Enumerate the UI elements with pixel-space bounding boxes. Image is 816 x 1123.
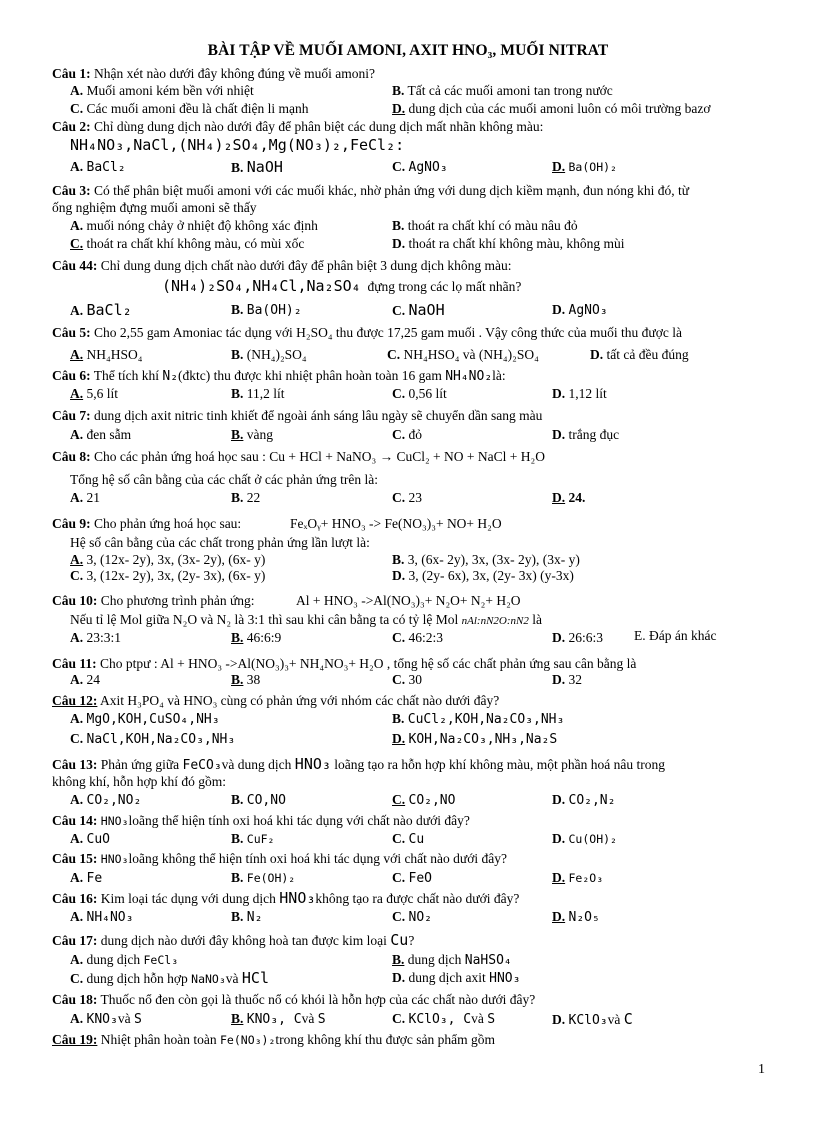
q3-option-c: C. thoát ra chất khí không màu, có mùi xốc (70, 236, 305, 251)
question-11: Câu 11: Cho ptpư : Al + HNO₃ ->Al(NO₃)₃+ NH₄NO₃+ H₂O , tổng hệ số các chất phản ứng sau cân bằng là (52, 656, 637, 671)
q13-option-b: B. CO,NO (231, 792, 286, 808)
q44-option-d: D. AgNO₃ (552, 302, 608, 318)
question-8: Câu 8: Cho các phản ứng hoá học sau : Cu + HCl + NaNO₃ → CuCl₂ + NO + NaCl + H₂O (52, 449, 545, 464)
question-15: Câu 15: HNO₃loãng không thể hiện tính oxi hoá khi tác dụng với chất nào dưới đây? (52, 851, 507, 866)
q5-option-c: C. NH₄HSO₄ và (NH₄)₂SO₄ (387, 347, 539, 362)
q9-option-c: C. 3, (12x- 2y), 3x, (2y- 3x), (6x- y) (70, 568, 266, 583)
q2-option-a: A. BaCl₂ (70, 159, 126, 175)
q16-option-d: D. N₂O₅ (552, 909, 600, 925)
q7-option-a: A. đen sẫm (70, 427, 132, 442)
q44-formula: (NH₄)₂SO₄,NH₄Cl,Na₂SO₄ đựng trong các lọ mất nhãn? (162, 277, 522, 295)
q13-text-cont: không khí, hỗn hợp khí đó gồm: (52, 774, 227, 789)
question-9: Câu 9: Cho phản ứng hoá học sau: (52, 516, 242, 531)
q15-option-c: C. FeO (392, 870, 432, 886)
q16-option-b: B. N₂ (231, 909, 263, 925)
q44-option-c: C. NaOH (392, 301, 445, 319)
q3-option-d: D. thoát ra chất khí không màu, không mùi (392, 236, 625, 251)
q2-formula: NH₄NO₃,NaCl,(NH₄)₂SO₄,Mg(NO₃)₂,FeCl₂: (70, 136, 405, 154)
q12-option-b: B. CuCl₂,KOH,Na₂CO₃,NH₃ (392, 711, 565, 727)
q1-option-c: C. Các muối amoni đều là chất điện li mạnh (70, 101, 309, 116)
question-19: Câu 19: Nhiệt phân hoàn toàn Fe(NO₃)₂trong không khí thu được sản phẩm gồm (52, 1032, 495, 1047)
q18-option-a: A. KNO₃và S (70, 1011, 142, 1027)
question-7: Câu 7: dung dịch axit nitric tinh khiết để ngoài ánh sáng lâu ngày sẽ chuyển dần sang màu (52, 408, 543, 423)
question-label: Câu 1: (52, 66, 91, 81)
q13-option-d: D. CO₂,N₂ (552, 792, 616, 808)
q13-option-a: A. CO₂,NO₂ (70, 792, 142, 808)
q16-option-a: A. NH₄NO₃ (70, 909, 134, 925)
q9-text-cont: Hệ số cân bằng của các chất trong phản ứng lần lượt là: (70, 535, 370, 550)
q9-equation: FeₓOᵧ+ HNO₃ -> Fe(NO₃)₃+ NO+ H₂O (290, 516, 502, 531)
question-2 (52, 119, 543, 135)
question-label: Câu 2: (52, 119, 91, 134)
q7-option-d: D. trắng đục (552, 427, 620, 442)
q18-option-d: D. KClO₃và C (552, 1010, 633, 1028)
q9-option-a: A. 3, (12x- 2y), 3x, (3x- 2y), (6x- y) (70, 552, 266, 567)
q7-option-b: B. vàng (231, 427, 274, 442)
q5-option-a: A. NH₄HSO₄ (70, 347, 143, 362)
question-12: Câu 12: Axit H₃PO₄ và HNO₃ cùng có phản ứng với nhóm các chất nào dưới đây? (52, 693, 500, 708)
q17-option-c: C. dung dịch hỗn hợp NaNO₃và HCl (70, 969, 269, 987)
question-17: Câu 17: dung dịch nào dưới đây không hoà tan được kim loại Cu? (52, 931, 415, 949)
q9-option-d: D. 3, (2y- 6x), 3x, (2y- 3x) (y-3x) (392, 568, 574, 583)
question-6: Câu 6: Thể tích khí N₂(đktc) thu được khi nhiệt phân hoàn toàn 16 gam NH₄NO₂là: (52, 368, 506, 384)
q1-option-d: D. dung dịch của các muối amoni luôn có môi trường bazơ (392, 101, 711, 116)
q8-option-c: C. 23 (392, 490, 422, 505)
page-number: 1 (758, 1062, 765, 1077)
q18-option-b: B. KNO₃, Cvà S (231, 1011, 326, 1027)
q2-option-d: D. Ba(OH)₂ (552, 159, 617, 174)
question-10: Câu 10: Cho phương trình phản ứng: (52, 593, 255, 608)
question-1 (52, 66, 375, 82)
q18-option-c: C. KClO₃, Cvà S (392, 1011, 496, 1027)
q17-option-a: A. dung dịch FeCl₃ (70, 952, 179, 967)
q15-option-a: A. Fe (70, 870, 103, 886)
q6-option-c: C. 0,56 lít (392, 386, 447, 401)
q11-option-c: C. 30 (392, 672, 422, 687)
question-text: Chỉ dùng dung dịch nào dưới đây để phân biệt các dung dịch mất nhãn không màu: (94, 119, 544, 134)
q11-option-d: D. 32 (552, 672, 582, 687)
q16-option-c: C. NO₂ (392, 909, 432, 925)
q14-option-d: D. Cu(OH)₂ (552, 831, 617, 846)
question-text: Nhận xét nào dưới đây không đúng về muối amoni? (94, 66, 376, 81)
q10-option-c: C. 46:2:3 (392, 630, 444, 645)
q15-option-b: B. Fe(OH)₂ (231, 870, 296, 885)
q44-option-b: B. Ba(OH)₂ (231, 302, 302, 318)
question-14: Câu 14: HNO₃loãng thể hiện tính oxi hoá khi tác dụng với chất nào dưới đây? (52, 813, 470, 828)
q44-option-a: A. BaCl₂ (70, 301, 132, 319)
q14-option-a: A. CuO (70, 831, 110, 847)
q3-option-b: B. thoát ra chất khí có màu nâu đỏ (392, 218, 578, 233)
q8-option-d: D. 24. (552, 490, 586, 505)
q12-option-a: A. MgO,KOH,CuSO₄,NH₃ (70, 711, 220, 727)
question-18: Câu 18: Thuốc nổ đen còn gọi là thuốc nổ có khói là hỗn hợp của các chất nào dưới đây? (52, 992, 536, 1007)
q7-option-c: C. đỏ (392, 427, 422, 442)
q10-equation: Al + HNO₃ ->Al(NO₃)₃+ N₂O+ N₂+ H₂O (296, 593, 521, 608)
q10-option-a: A. 23:3:1 (70, 630, 122, 645)
q10-option-e: E. Đáp án khác (634, 628, 717, 643)
q12-option-d: D. KOH,Na₂CO₃,NH₃,Na₂S (392, 731, 558, 747)
q15-option-d: D. Fe₂O₃ (552, 870, 604, 885)
q5-option-d: D. tất cả đều đúng (590, 347, 689, 362)
question-44: Câu 44: Chỉ dung dung dịch chất nào dưới đây để phân biệt 3 dung dịch không màu: (52, 258, 512, 273)
question-13: Câu 13: Phản ứng giữa FeCO₃và dung dịch HNO₃ loãng tạo ra hỗn hợp khí không màu, một phần hoá nâu trong (52, 755, 666, 773)
q8-option-a: A. 21 (70, 490, 100, 505)
q1-option-a: A. Muối amoni kém bền với nhiệt (70, 83, 254, 98)
question-3: Câu 3: Có thể phân biệt muối amoni với các muối khác, nhờ phản ứng với dung dịch kiềm mạnh, đun nóng khi đó, từ (52, 183, 690, 198)
q6-option-b: B. 11,2 lít (231, 386, 285, 401)
q14-option-c: C. Cu (392, 831, 425, 847)
q2-option-c: C. AgNO₃ (392, 159, 448, 175)
q9-option-b: B. 3, (6x- 2y), 3x, (3x- 2y), (3x- y) (392, 552, 580, 567)
q14-option-b: B. CuF₂ (231, 831, 275, 846)
q1-option-b: B. Tất cả các muối amoni tan trong nước (392, 83, 613, 98)
question-16: Câu 16: Kim loại tác dụng với dung dịch HNO₃không tạo ra được chất nào dưới đây? (52, 889, 520, 907)
q12-option-c: C. NaCl,KOH,Na₂CO₃,NH₃ (70, 731, 236, 747)
q17-option-b: B. dung dịch NaHSO₄ (392, 952, 512, 968)
q10-text-cont: Nếu tỉ lệ Mol giữa N₂O và N₂ là 3:1 thì sau khi cân bằng ta có tỷ lệ Mol nAl:nN2O:nN2 là (70, 612, 543, 627)
q17-option-d: D. dung dịch axit HNO₃ (392, 970, 521, 986)
q11-option-b: B. 38 (231, 672, 261, 687)
q8-option-b: B. 22 (231, 490, 261, 505)
q6-option-d: D. 1,12 lít (552, 386, 607, 401)
q5-option-b: B. (NH₄)₂SO₄ (231, 347, 307, 362)
q8-text-cont: Tổng hệ số cân bằng của các chất ở các phản ứng trên là: (70, 472, 378, 487)
q13-option-c: C. CO₂,NO (392, 792, 456, 808)
q3-text-cont: ống nghiệm đựng muối amoni sẽ thấy (52, 200, 257, 215)
question-5: Câu 5: Cho 2,55 gam Amoniac tác dụng với H₂SO₄ thu được 17,25 gam muối . Vậy công thức của muối thu được là (52, 325, 682, 340)
q10-option-b: B. 46:6:9 (231, 630, 282, 645)
q11-option-a: A. 24 (70, 672, 100, 687)
page-title: BÀI TẬP VỀ MUỐI AMONI, AXIT HNO₃, MUỐI NITRAT (207, 42, 609, 59)
q3-option-a: A. muối nóng chảy ở nhiệt độ không xác định (70, 218, 318, 233)
q10-option-d: D. 26:6:3 (552, 630, 604, 645)
q2-option-b: B. NaOH (231, 158, 283, 176)
q6-option-a: A. 5,6 lít (70, 386, 119, 401)
